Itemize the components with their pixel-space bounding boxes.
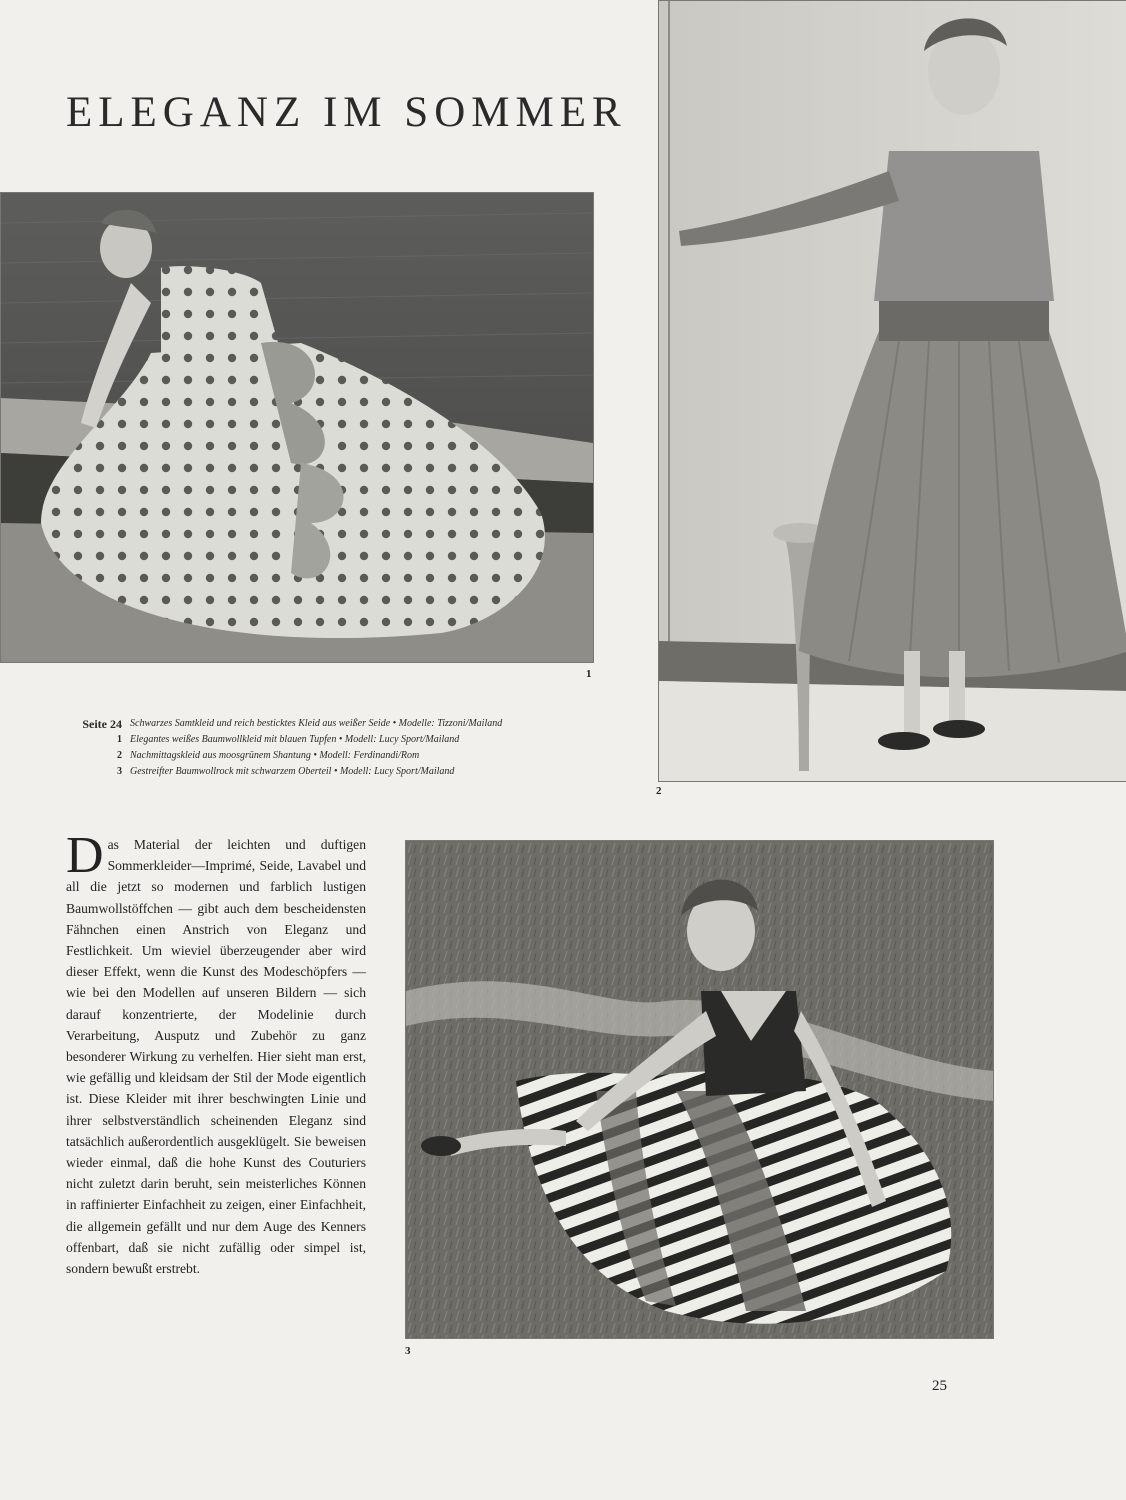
caption-text: Elegantes weißes Baumwollkleid mit blauen Tupfen • Modell: Lucy Sport/Mailand [130,734,460,745]
figure-label-1: 1 [586,668,592,680]
caption-row [66,716,626,732]
article-title: ELEGANZ IM SOMMER [66,89,627,136]
caption-row [66,764,626,780]
page-number: 25 [932,1378,947,1394]
caption-number: 1 [117,734,122,745]
caption-text: Gestreifter Baumwollrock mit schwarzem Oberteil • Modell: Lucy Sport/Mailand [130,766,455,777]
caption-number: 2 [117,750,122,761]
photo-shantung-dress [658,0,1126,782]
caption-number: 3 [117,766,122,777]
caption-row [66,732,626,748]
caption-text: Nachmittagskleid aus moosgrünem Shantung • Modell: Ferdinandi/Rom [130,750,420,761]
photo-striped-skirt [405,840,994,1339]
photo-polka-dot-dress [0,192,594,663]
figure-label-2: 2 [656,785,662,797]
drop-cap: D [66,827,104,884]
caption-text: Schwarzes Samtkleid und reich besticktes Kleid aus weißer Seide • Modelle: Tizzoni/Mailand [130,718,503,729]
photo-captions [66,716,626,780]
article-body-text: as Material der leichten und duftigen Sommerkleider—Imprimé, Seide, Lavabel und all die jetzt so modernen und farblich lustigen Baumwollstöffchen — gibt auch dem bescheidensten Fähnchen einen Anstrich von Eleganz und Festlichkeit. Um wieviel überzeugender aber wird dieser Effekt, wenn die Kunst des Modeschöpfers — wie bei den Modellen auf unseren Bildern — sich darauf konzentrierte, der Modelinie durch Verarbeitung, Ausputz und Zubehör zu ganz besonderer Wirkung zu verhelfen. Hier sieht man erst, wie gefällig und kleidsam der Stil der Mode eigentlich ist. Diese Kleider mit ihrer beschwingten Linie und ihrer selbstverständlich scheinenden Eleganz sind tatsächlich außerordentlich ausgeklügelt. Sie beweisen wieder einmal, daß die hohe Kunst des Couturiers nicht zuletzt darin beruht, sein meisterliches Können in raffinierter Einfachheit zu zeigen, einer Einfachheit, die allgemein gefällt und nur dem Auge des Kenners offenbart, daß sie nicht zufällig oder simpel ist, sondern bewußt erstrebt. [66,837,366,1277]
article-body [66,827,366,1279]
figure-label-3: 3 [405,1345,411,1357]
caption-row [66,748,626,764]
caption-number: Seite 24 [82,717,122,731]
